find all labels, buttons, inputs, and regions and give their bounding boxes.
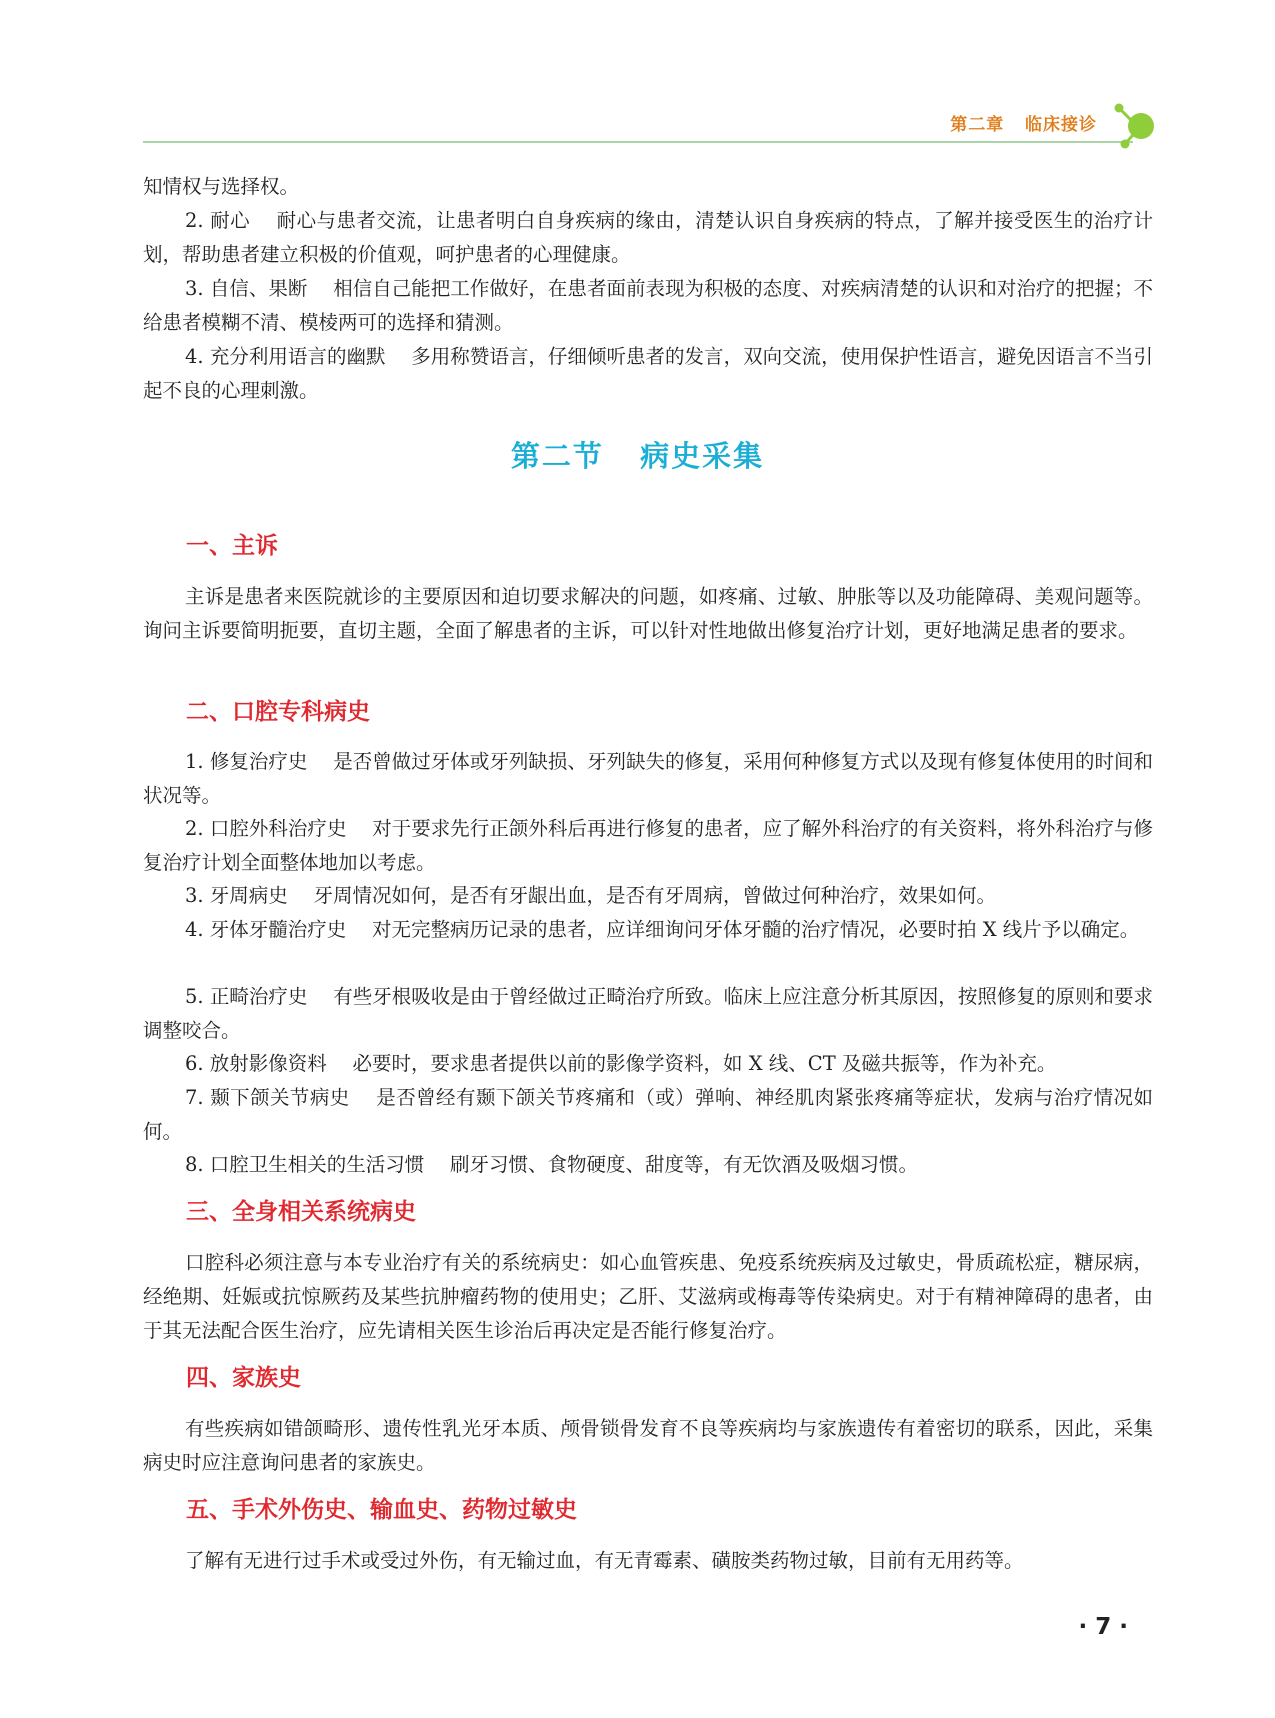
heading-surgery-history: 五、手术外伤史、输血史、药物过敏史 xyxy=(186,1497,577,1523)
item-body: 多用称赞语言，仔细倾听患者的发言，双向交流，使用保护性语言，避免因语言不当引起不良的心理刺激。 xyxy=(143,345,1153,402)
item-lead: 3. 自信、果断 xyxy=(185,277,308,300)
item-body: 牙周情况如何，是否有牙龈出血，是否有牙周病，曾做过何种治疗，效果如何。 xyxy=(313,884,997,907)
item-body: 刷牙习惯、食物硬度、甜度等，有无饮酒及吸烟习惯。 xyxy=(450,1153,919,1176)
intro-item-3 xyxy=(143,272,1153,340)
item-lead: 4. 牙体牙髓治疗史 xyxy=(185,918,347,941)
oral-history-item-3 xyxy=(143,879,1153,913)
item-lead: 7. 颞下颌关节病史 xyxy=(185,1086,350,1109)
heading-family-history: 四、家族史 xyxy=(186,1365,301,1391)
page-number: · 7 · xyxy=(1078,1614,1128,1640)
item-lead: 3. 牙周病史 xyxy=(185,884,288,907)
oral-history-item-8 xyxy=(143,1148,1153,1182)
heading-systemic-history: 三、全身相关系统病史 xyxy=(186,1199,416,1225)
item-body: 耐心与患者交流，让患者明白自身疾病的缘由，清楚认识自身疾病的特点，了解并接受医生的治疗计划，帮助患者建立积极的价值观，呵护患者的心理健康。 xyxy=(143,209,1153,266)
item-body: 对无完整病历记录的患者，应详细询问牙体牙髓的治疗情况，必要时拍 X 线片予以确定。 xyxy=(372,918,1140,941)
chief-complaint-text: 主诉是患者来医院就诊的主要原因和迫切要求解决的问题，如疼痛、过敏、肿胀等以及功能障碍、美观问题等。询问主诉要简明扼要，直切主题，全面了解患者的主诉，可以针对性地做出修复治疗计划，更好地满足患者的要求。 xyxy=(143,585,1153,642)
oral-history-item-7 xyxy=(143,1081,1153,1149)
item-body: 对于要求先行正颌外科后再进行修复的患者，应了解外科治疗的有关资料，将外科治疗与修复治疗计划全面整体地加以考虑。 xyxy=(143,817,1153,874)
oral-history-item-2 xyxy=(143,812,1153,880)
item-body: 是否曾经有颞下颌关节疼痛和（或）弹响、神经肌肉紧张疼痛等症状，发病与治疗情况如何。 xyxy=(143,1086,1153,1143)
molecule-ornament-icon xyxy=(1105,100,1175,156)
item-lead: 2. 耐心 xyxy=(185,209,251,232)
intro-continuation: 知情权与选择权。 xyxy=(143,175,300,198)
item-body: 相信自己能把工作做好，在患者面前表现为积极的态度、对疾病清楚的认识和对治疗的把握；不给患者模糊不清、模棱两可的选择和猜测。 xyxy=(143,277,1153,334)
heading-oral-history: 二、口腔专科病史 xyxy=(186,699,370,725)
item-lead: 2. 口腔外科治疗史 xyxy=(185,817,347,840)
systemic-history-text: 口腔科必须注意与本专业治疗有关的系统病史：如心血管疾患、免疫系统疾病及过敏史，骨质疏松症，糖尿病，经绝期、妊娠或抗惊厥药及某些抗肿瘤药物的使用史；乙肝、艾滋病或梅毒等传染病史。对于有精神障碍的患者，由于其无法配合医生治疗，应先请相关医生诊治后再决定是否能行修复治疗。 xyxy=(143,1251,1153,1342)
item-lead: 1. 修复治疗史 xyxy=(185,750,308,773)
surgery-history-text: 了解有无进行过手术或受过外伤，有无输过血，有无青霉素、磺胺类药物过敏，目前有无用药等。 xyxy=(185,1549,1024,1572)
family-history-text: 有些疾病如错颌畸形、遗传性乳光牙本质、颅骨锁骨发育不良等疾病均与家族遗传有着密切的联系，因此，采集病史时应注意询问患者的家族史。 xyxy=(143,1417,1153,1474)
item-body: 是否曾做过牙体或牙列缺损、牙列缺失的修复，采用何种修复方式以及现有修复体使用的时间和状况等。 xyxy=(143,750,1153,807)
oral-history-item-4 xyxy=(143,913,1153,947)
item-body: 有些牙根吸收是由于曾经做过正畸治疗所致。临床上应注意分析其原因，按照修复的原则和要求调整咬合。 xyxy=(143,985,1153,1042)
intro-item-4 xyxy=(143,340,1153,408)
item-body: 必要时，要求患者提供以前的影像学资料，如 X 线、CT 及磁共振等，作为补充。 xyxy=(352,1052,1057,1075)
intro-item-2 xyxy=(143,204,1153,272)
item-lead: 6. 放射影像资料 xyxy=(185,1052,327,1075)
item-lead: 5. 正畸治疗史 xyxy=(185,985,308,1008)
oral-history-item-5 xyxy=(143,980,1153,1048)
chapter-header: 第二章 临床接诊 xyxy=(950,115,1097,135)
item-lead: 8. 口腔卫生相关的生活习惯 xyxy=(185,1153,425,1176)
oral-history-item-1 xyxy=(143,745,1153,813)
section-title: 第二节 病史采集 xyxy=(510,439,765,473)
header-rule xyxy=(143,141,1133,143)
item-lead: 4. 充分利用语言的幽默 xyxy=(185,345,386,368)
oral-history-item-6 xyxy=(143,1047,1153,1081)
heading-chief-complaint: 一、主诉 xyxy=(186,533,278,559)
